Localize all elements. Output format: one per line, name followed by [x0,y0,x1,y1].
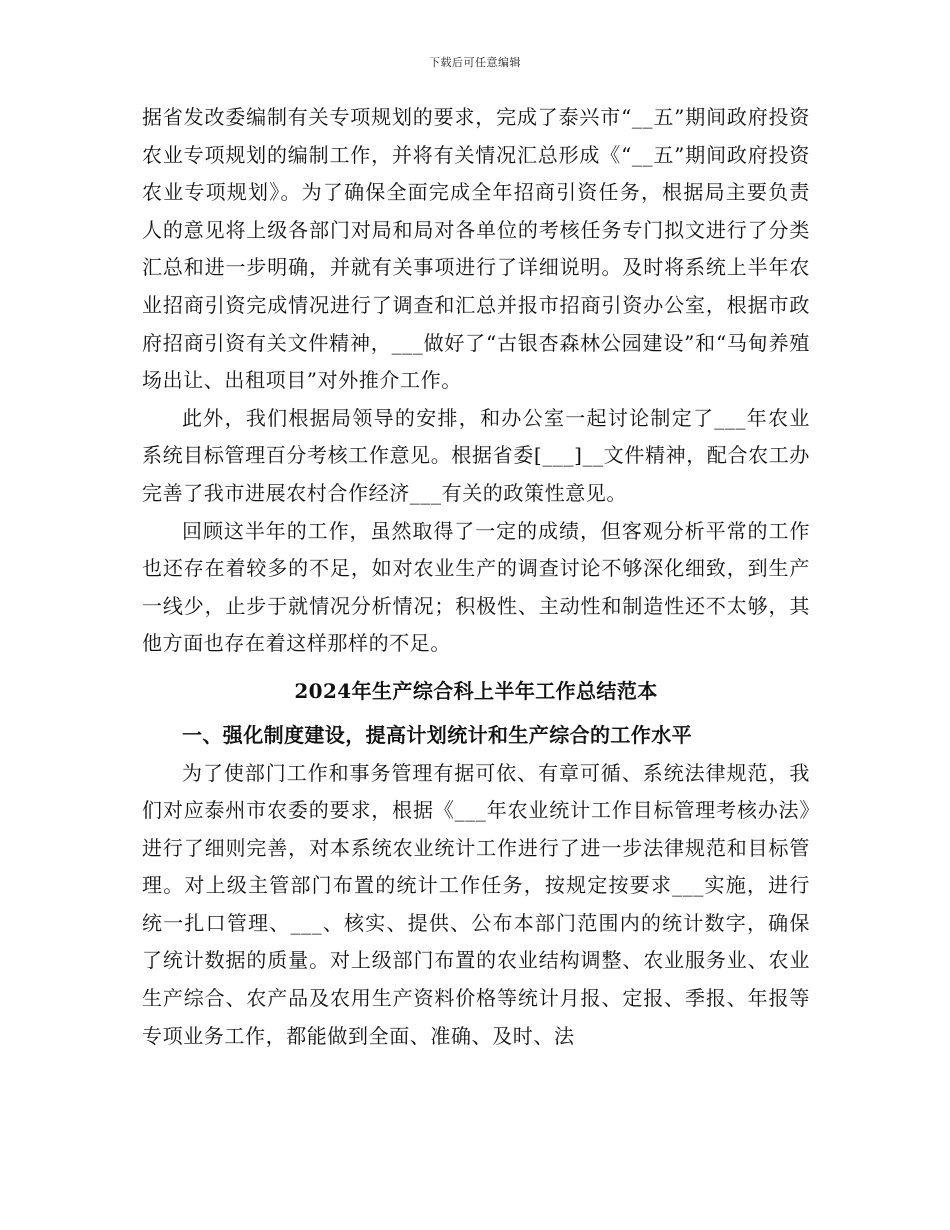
document-body [142,99,810,1055]
document-title: 2024年生产综合科上半年工作总结范本 [294,678,658,703]
body-paragraph: 为了使部门工作和事务管理有据可依、有章可循、系统法律规范，我们对应泰州市农委的要求，根据《___年农业统计工作目标管理考核办法》进行了细则完善，对本系统农业统计工作进行了进一步法律规范和目标管理。对上级主管部门布置的统计工作任务，按规定按要求___实施，进行统一扎口管理、___、核实、提供、公布本部门范围内的统计数字，确保了统计数据的质量。对上级部门布置的农业结构调整、农业服务业、农业生产综合、农产品及农用生产资料价格等统计月报、定报、季报、年报等专项业务工作，都能做到全面、准确、及时、法 [142,760,810,1048]
body-paragraph: 此外，我们根据局领导的安排，和办公室一起讨论制定了___年农业系统目标管理百分考核工作意见。根据省委[___]__文件精神，配合农工办完善了我市进展农村合作经济___有关的政策性意见。 [142,405,810,505]
page-header-note: 下载后可任意编辑 [429,56,521,69]
section-heading: 一、强化制度建设，提高计划统计和生产综合的工作水平 [182,722,692,747]
body-paragraph: 据省发改委编制有关专项规划的要求，完成了泰兴市“__五”期间政府投资农业专项规划的编制工作，并将有关情况汇总形成《“__五”期间政府投资农业专项规划》。为了确保全面完成全年招商引资任务，根据局主要负责人的意见将上级各部门对局和局对各单位的考核任务专门拟文进行了分类汇总和进一步明确，并就有关事项进行了详细说明。及时将系统上半年农业招商引资完成情况进行了调查和汇总并报市招商引资办公室，根据市政府招商引资有关文件精神，___做好了“古银杏森林公园建设”和“马甸养殖场出让、出租项目”对外推介工作。 [142,105,810,393]
body-paragraph: 回顾这半年的工作，虽然取得了一定的成绩，但客观分析平常的工作也还存在着较多的不足，如对农业生产的调查讨论不够深化细致，到生产一线少，止步于就情况分析情况；积极性、主动性和制造性还不太够，其他方面也存在着这样那样的不足。 [142,518,810,656]
